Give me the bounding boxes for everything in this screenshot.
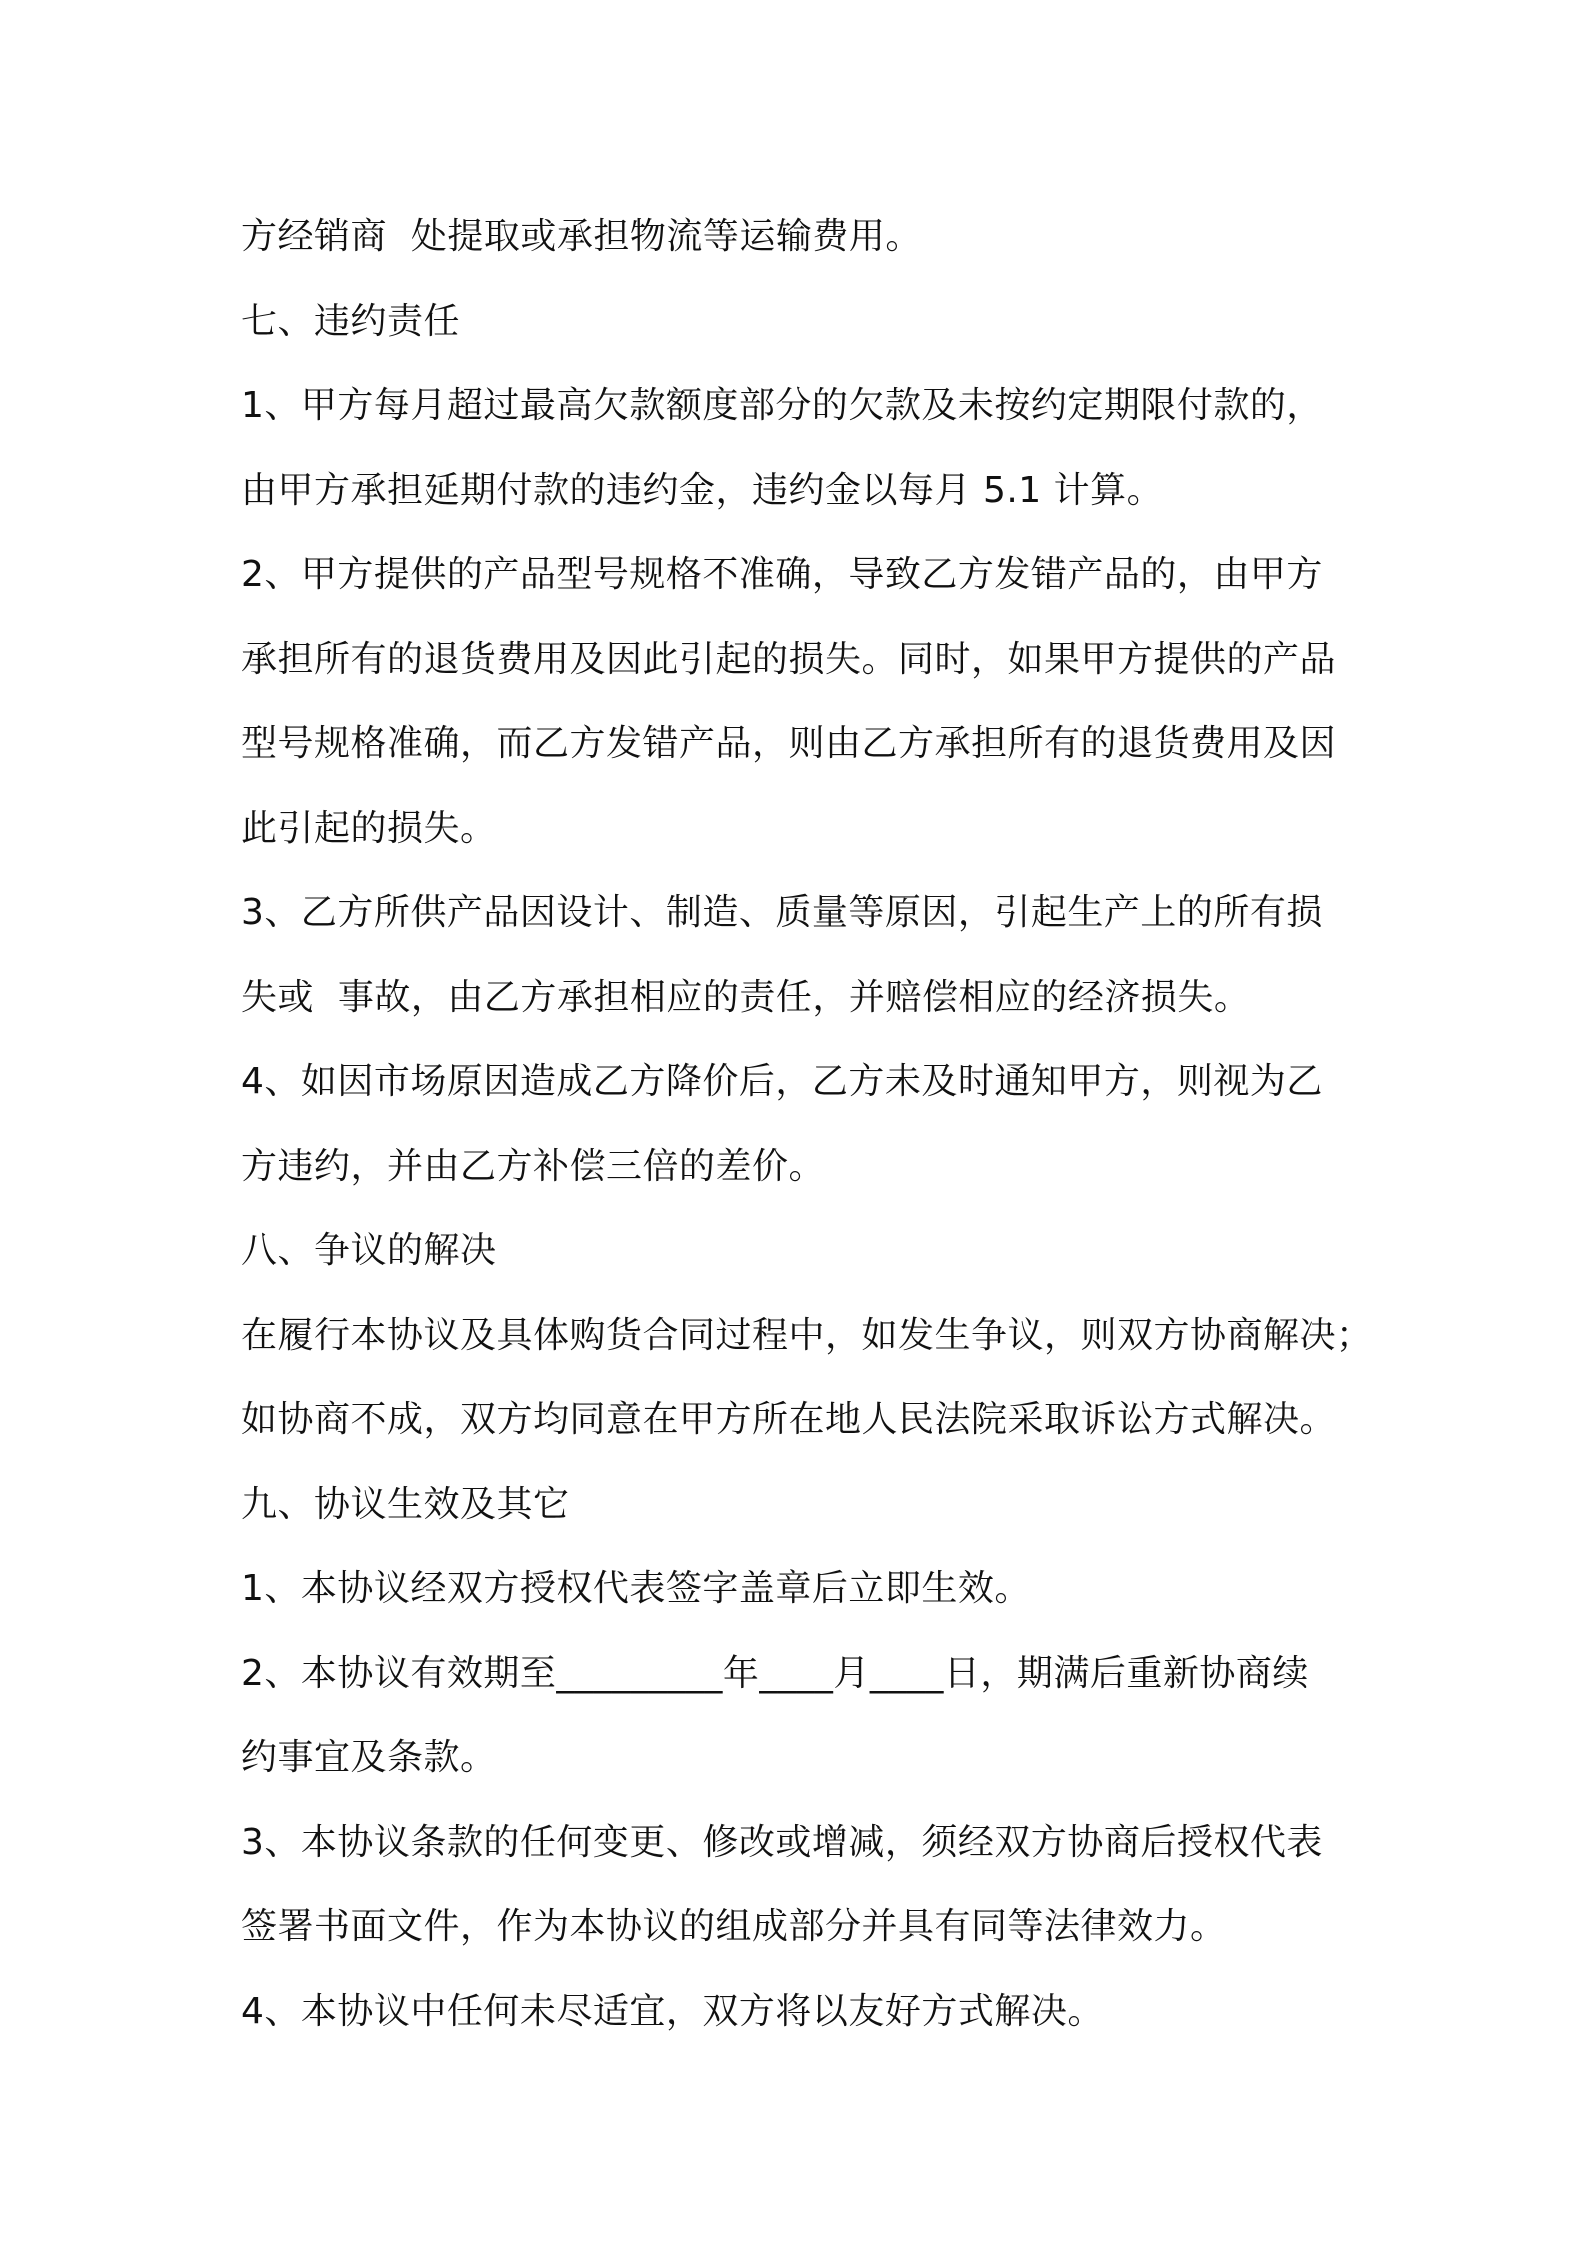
text-line: 1、甲方每月超过最高欠款额度部分的欠款及未按约定期限付款的， — [241, 385, 1323, 426]
text-line: 型号规格准确，而乙方发错产品，则由乙方承担所有的退货费用及因 — [241, 723, 1337, 764]
text-line: 3、本协议条款的任何变更、修改或增减，须经双方协商后授权代表 — [241, 1821, 1323, 1863]
text-line: 承担所有的退货费用及因此引起的损失。同时，如果甲方提供的产品 — [241, 638, 1337, 680]
text-line: 2、甲方提供的产品型号规格不准确，导致乙方发错产品的，由甲方 — [241, 554, 1323, 595]
text-line: 4、如因市场原因造成乙方降价后，乙方未及时通知甲方，则视为乙 — [241, 1061, 1323, 1102]
section-heading-dispute: 八、争议的解决 — [241, 1230, 497, 1271]
text-line: 2、本协议有效期至_________年____月____日，期满后重新协商续 — [241, 1652, 1309, 1694]
text-line: 3、乙方所供产品因设计、制造、质量等原因，引起生产上的所有损 — [241, 892, 1323, 933]
section-heading-effectiveness: 九、协议生效及其它 — [241, 1483, 570, 1525]
text-line: 此引起的损失。 — [241, 807, 497, 849]
text-line: 签署书面文件，作为本协议的组成部分并具有同等法律效力。 — [241, 1906, 1227, 1947]
text-line: 如协商不成，双方均同意在甲方所在地人民法院采取诉讼方式解决。 — [241, 1399, 1337, 1440]
text-line: 方经销商 处提取或承担物流等运输费用。 — [241, 216, 922, 257]
section-heading-liability: 七、违约责任 — [241, 300, 461, 342]
text-line: 失或 事故，由乙方承担相应的责任，并赔偿相应的经济损失。 — [241, 976, 1251, 1018]
text-line: 在履行本协议及具体购货合同过程中，如发生争议，则双方协商解决； — [241, 1314, 1373, 1356]
text-line: 1、本协议经双方授权代表签字盖章后立即生效。 — [241, 1568, 1031, 1609]
text-line: 由甲方承担延期付款的违约金，违约金以每月 5.1 计算。 — [241, 469, 1164, 511]
document-body — [241, 195, 1373, 2054]
text-line: 方违约，并由乙方补偿三倍的差价。 — [241, 1145, 826, 1187]
text-line: 4、本协议中任何未尽适宜，双方将以友好方式解决。 — [241, 1990, 1104, 2032]
text-line: 约事宜及条款。 — [241, 1737, 497, 1778]
